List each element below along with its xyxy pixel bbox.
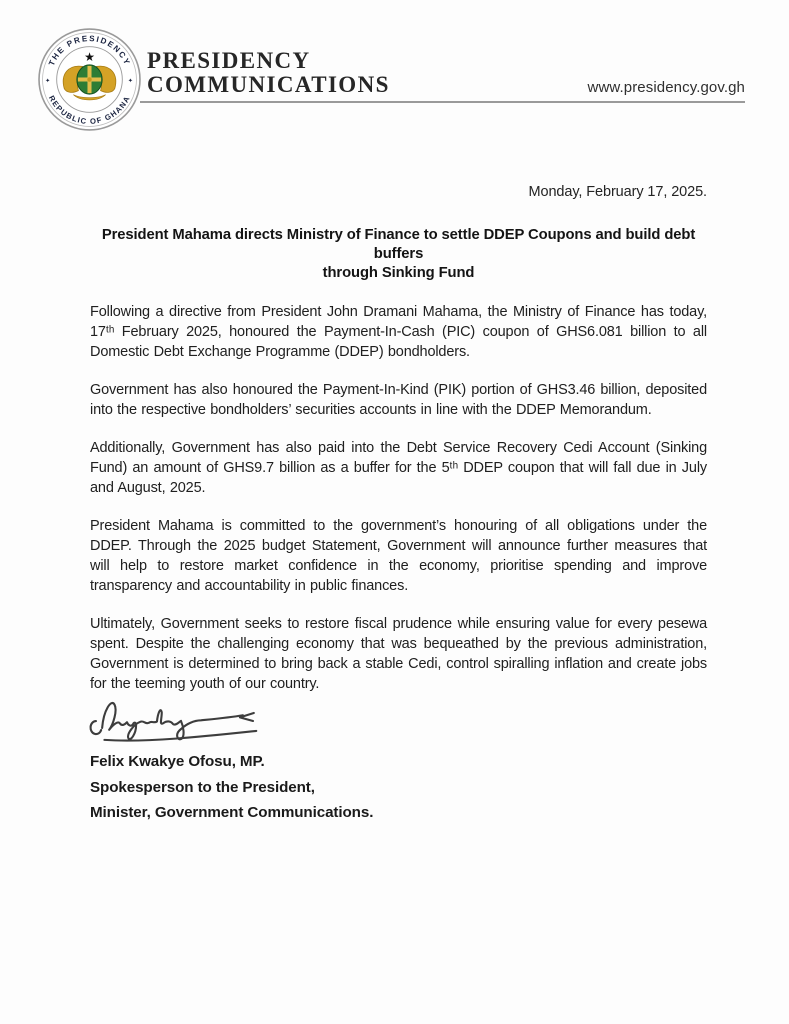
- org-wordmark-line1: PRESIDENCY: [147, 48, 311, 73]
- signatory-block: [90, 749, 373, 826]
- body-paragraph-1: Following a directive from President John Dramani Mahama, the Ministry of Finance has today, 17ᵗʰ February 2025, honoured the Payment-In-Cash (PIC) coupon of GHS6.081 billion to all Domestic Debt Exchange Programme (DDEP) bondholders.: [90, 304, 707, 360]
- handwritten-signature-icon: [85, 690, 267, 755]
- title-line-2: through Sinking Fund: [322, 265, 475, 281]
- date-line: Monday, February 17, 2025.: [528, 184, 707, 200]
- signatory-name: Felix Kwakye Ofosu, MP.: [90, 753, 265, 770]
- seal-top-text: THE PRESIDENCY: [46, 33, 133, 68]
- website-url: www.presidency.gov.gh: [587, 79, 745, 96]
- signatory-role-2: Minister, Government Communications.: [90, 804, 374, 821]
- signatory-role-1: Spokesperson to the President,: [90, 778, 315, 796]
- body-paragraph-2: Government has also honoured the Payment-In-Kind (PIK) portion of GHS3.46 billion, deposited into the respective bondholders’ securities accounts in line with the DDEP Memorandum.: [90, 382, 707, 418]
- seal-bottom-text: REPUBLIC OF GHANA: [46, 94, 133, 127]
- body-paragraph-5: Ultimately, Government seeks to restore fiscal prudence while ensuring value for every pesewa spent. Despite the challenging economy that was bequeathed by the previous administration, Government is determined to bring back a stable Cedi, control spiralling inflation and create jobs for the teeming youth of our country.: [90, 616, 707, 692]
- letter-body: [90, 184, 707, 712]
- press-release-title: [90, 226, 707, 283]
- seal-right-star-icon: ✦: [127, 78, 133, 85]
- org-wordmark-line2: COMMUNICATIONS: [147, 72, 390, 97]
- header-divider: [140, 101, 745, 103]
- ghana-coat-of-arms-seal-icon: [37, 27, 142, 132]
- body-paragraph-4: President Mahama is committed to the government’s honouring of all obligations under the DDEP. Through the 2025 budget Statement, Government will announce further measures that will help to restore market confidence in the economy, prioritise spending and improve transparency and accountability in public finances.: [90, 518, 707, 594]
- seal-left-star-icon: ✦: [45, 78, 51, 85]
- org-wordmark: [147, 49, 390, 97]
- black-star-icon: ★: [84, 49, 95, 64]
- title-line-1: President Mahama directs Ministry of Finance to settle DDEP Coupons and build debt buffers: [101, 227, 696, 262]
- body-paragraph-3: Additionally, Government has also paid into the Debt Service Recovery Cedi Account (Sinking Fund) an amount of GHS9.7 billion as a buffer for the 5ᵗʰ DDEP coupon that will fall due in July and August, 2025.: [90, 440, 707, 496]
- seal-graphic: [37, 27, 142, 132]
